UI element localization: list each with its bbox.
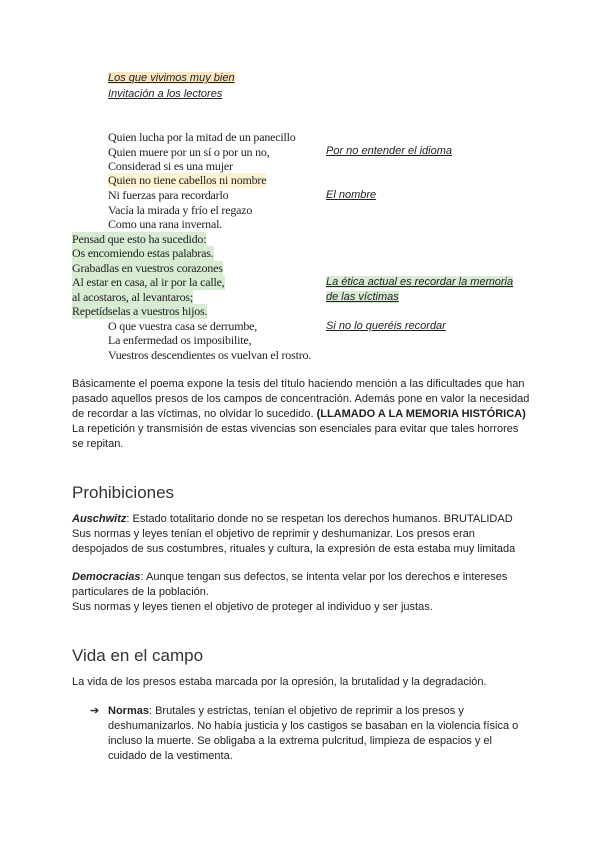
heading-prohibiciones: Prohibiciones — [72, 483, 175, 502]
analysis-paragraph — [72, 377, 532, 452]
poem-line: O que vuestra casa se derrumbe, — [108, 319, 258, 333]
poem-line: Quien no tiene cabellos ni nombre — [108, 173, 267, 187]
normas-paragraph — [108, 704, 528, 764]
annotation: Si no lo queréis recordar — [326, 320, 446, 332]
vida-intro: La vida de los presos estaba marcada por la opresión, la brutalidad y la degradación. — [72, 676, 487, 688]
analysis-bold: (LLAMADO A LA MEMORIA HISTÓRICA) — [316, 408, 526, 420]
poem-line: Al estar en casa, al ir por la calle, — [72, 275, 225, 289]
democracias-label: Democracias — [72, 571, 141, 583]
normas-text: : Brutales y estrictas, tenían el objetivo de reprimir a los presos y deshumanizarlos. No había justicia y los castigos se basaban en la violencia física o incluso la muerte. Se obligaba a la extrema pulcritud, limpieza de espacios y el cuidado de la vestimenta. — [108, 705, 519, 762]
auschwitz-label: Auschwitz — [72, 513, 127, 525]
annotation: El nombre — [326, 189, 377, 201]
auschwitz-text2: Sus normas y leyes tenían el objetivo de reprimir y deshumanizar. Los presos eran despojados de sus costumbres, rituales y cultura, la expresión de esta estaba muy limitada — [72, 528, 516, 555]
democracias-text: : Aunque tengan sus defectos, se intenta velar por los derechos e intereses particulares de la población. — [72, 571, 508, 598]
poem-line: Como una rana invernal. — [108, 217, 223, 231]
poem-line: Considerad si es una mujer — [108, 159, 233, 173]
poem-line: Vacía la mirada y frío el regazo — [108, 203, 253, 217]
poem-line: La enfermedad os imposibilite, — [108, 333, 252, 347]
poem-line: Ni fuerzas para recordarlo — [108, 188, 229, 202]
poem-line: Os encomiendo estas palabras. — [72, 246, 214, 260]
auschwitz-text: : Estado totalitario donde no se respetan los derechos humanos. BRUTALIDAD — [126, 513, 513, 525]
heading-vida-en-el-campo: Vida en el campo — [72, 646, 204, 665]
auschwitz-paragraph — [72, 512, 532, 557]
democracias-paragraph — [72, 570, 532, 615]
normas-label: Normas — [108, 705, 149, 717]
analysis-text: Básicamente el poema expone la tesis del título haciendo mención a las dificultades que han pasado aquellos presos de los campos de concentración. Además pone en valor la necesidad de recordar a las víctimas, no olvidar lo sucedido. — [72, 378, 530, 420]
poem-subtitle: Invitación a los lectores — [108, 88, 223, 100]
poem-line: Quien lucha por la mitad de un panecillo — [108, 130, 296, 144]
arrow-bullet-icon: ➔ — [90, 705, 100, 717]
democracias-text2: Sus normas y leyes tienen el objetivo de proteger al individuo y ser justas. — [72, 601, 433, 613]
poem-line: Repetídselas a vuestros hijos. — [72, 304, 208, 318]
poem-line: Grabadlas en vuestros corazones — [72, 261, 223, 275]
analysis-text2: La repetición y transmisión de estas vivencias son esenciales para evitar que tales horrores se repitan. — [72, 423, 519, 450]
poem-title: Los que vivimos muy bien — [108, 72, 235, 84]
poem-line: Quien muere por un sí o por un no, — [108, 145, 270, 159]
annotation: Por no entender el idioma — [326, 145, 452, 157]
annotation: La ética actual es recordar la memoria — [326, 276, 514, 288]
poem-line: Vuestros descendientes os vuelvan el rostro. — [108, 348, 312, 362]
annotation: de las víctimas — [326, 291, 399, 303]
poem-line: Pensad que esto ha sucedido: — [72, 232, 207, 246]
poem-line: al acostaros, al levantaros; — [72, 290, 194, 304]
